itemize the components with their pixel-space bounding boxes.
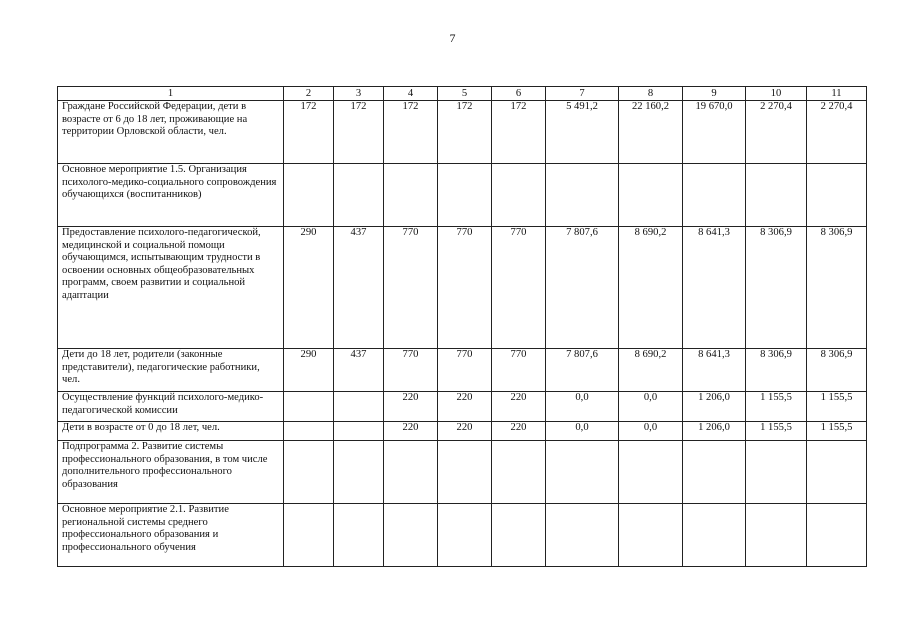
value-cell: 0,0: [619, 392, 683, 422]
value-cell: [384, 504, 438, 567]
header-cell: 3: [334, 87, 384, 101]
value-cell: [546, 504, 619, 567]
value-cell: 770: [438, 349, 492, 392]
value-cell: 770: [492, 227, 546, 349]
value-cell: 172: [384, 101, 438, 164]
row-name-cell: Граждане Российской Федерации, дети в возрасте от 6 до 18 лет, проживающие на территории Орловской области, чел.: [58, 101, 284, 164]
header-cell: 5: [438, 87, 492, 101]
value-cell: 0,0: [546, 422, 619, 441]
value-cell: [619, 441, 683, 504]
header-cell: 2: [284, 87, 334, 101]
value-cell: [492, 164, 546, 227]
value-cell: 172: [284, 101, 334, 164]
value-cell: [546, 164, 619, 227]
value-cell: 220: [438, 392, 492, 422]
value-cell: [492, 504, 546, 567]
value-cell: 19 670,0: [683, 101, 746, 164]
value-cell: [683, 164, 746, 227]
header-cell: 8: [619, 87, 683, 101]
value-cell: 22 160,2: [619, 101, 683, 164]
value-cell: 770: [384, 349, 438, 392]
value-cell: 290: [284, 349, 334, 392]
value-cell: [384, 441, 438, 504]
value-cell: 8 690,2: [619, 227, 683, 349]
value-cell: [492, 441, 546, 504]
value-cell: [334, 422, 384, 441]
value-cell: [384, 164, 438, 227]
row-name-cell: Дети до 18 лет, родители (законные представители), педагогические работники, чел.: [58, 349, 284, 392]
value-cell: 1 206,0: [683, 422, 746, 441]
value-cell: 220: [384, 422, 438, 441]
value-cell: 220: [492, 392, 546, 422]
value-cell: 290: [284, 227, 334, 349]
table-row: [58, 422, 867, 441]
value-cell: [284, 164, 334, 227]
value-cell: [619, 504, 683, 567]
value-cell: [807, 441, 867, 504]
value-cell: 8 306,9: [807, 227, 867, 349]
value-cell: 220: [438, 422, 492, 441]
value-cell: 1 155,5: [807, 422, 867, 441]
value-cell: [334, 504, 384, 567]
value-cell: [438, 441, 492, 504]
header-cell: 1: [58, 87, 284, 101]
value-cell: [807, 504, 867, 567]
value-cell: [746, 164, 807, 227]
value-cell: 1 206,0: [683, 392, 746, 422]
row-name-cell: Дети в возрасте от 0 до 18 лет, чел.: [58, 422, 284, 441]
value-cell: 8 306,9: [746, 227, 807, 349]
header-cell: 7: [546, 87, 619, 101]
row-name-cell: Подпрограмма 2. Развитие системы профессионального образования, в том числе дополнительного профессионального образования: [58, 441, 284, 504]
row-name-cell: Основное мероприятие 1.5. Организация психолого-медико-социального сопровождения обучающихся (воспитанников): [58, 164, 284, 227]
value-cell: 8 306,9: [746, 349, 807, 392]
row-name-cell: Предоставление психолого-педагогической, медицинской и социальной помощи обучающимся, испытывающим трудности в освоении основных общеобразовательных программ, своем развитии и социальной адаптации: [58, 227, 284, 349]
value-cell: 770: [384, 227, 438, 349]
header-cell: 9: [683, 87, 746, 101]
row-name-cell: Осуществление функций психолого-медико-педагогической комиссии: [58, 392, 284, 422]
table-row: [58, 164, 867, 227]
value-cell: 172: [492, 101, 546, 164]
value-cell: 0,0: [619, 422, 683, 441]
value-cell: [746, 441, 807, 504]
value-cell: 1 155,5: [746, 422, 807, 441]
table-row: [58, 101, 867, 164]
value-cell: [683, 504, 746, 567]
table-row: [58, 504, 867, 567]
value-cell: [284, 504, 334, 567]
header-cell: 10: [746, 87, 807, 101]
value-cell: [746, 504, 807, 567]
value-cell: 8 306,9: [807, 349, 867, 392]
value-cell: [284, 422, 334, 441]
value-cell: [546, 441, 619, 504]
value-cell: [438, 164, 492, 227]
value-cell: 1 155,5: [746, 392, 807, 422]
value-cell: 8 641,3: [683, 349, 746, 392]
value-cell: [334, 164, 384, 227]
value-cell: 8 641,3: [683, 227, 746, 349]
value-cell: 437: [334, 227, 384, 349]
value-cell: [334, 441, 384, 504]
value-cell: 2 270,4: [807, 101, 867, 164]
table-row: [58, 392, 867, 422]
value-cell: 220: [492, 422, 546, 441]
page-number: 7: [449, 31, 456, 45]
table-row: [58, 227, 867, 349]
header-row: [58, 87, 867, 101]
value-cell: 770: [438, 227, 492, 349]
value-cell: 0,0: [546, 392, 619, 422]
value-cell: [284, 441, 334, 504]
value-cell: 7 807,6: [546, 227, 619, 349]
header-cell: 6: [492, 87, 546, 101]
value-cell: 5 491,2: [546, 101, 619, 164]
value-cell: 8 690,2: [619, 349, 683, 392]
value-cell: [683, 441, 746, 504]
value-cell: [284, 392, 334, 422]
value-cell: [334, 392, 384, 422]
data-table: [57, 86, 867, 567]
value-cell: [438, 504, 492, 567]
value-cell: 2 270,4: [746, 101, 807, 164]
row-name-cell: Основное мероприятие 2.1. Развитие региональной системы среднего профессионального образования и профессионального обучения: [58, 504, 284, 567]
value-cell: 7 807,6: [546, 349, 619, 392]
value-cell: 220: [384, 392, 438, 422]
header-cell: 4: [384, 87, 438, 101]
value-cell: 172: [334, 101, 384, 164]
header-cell: 11: [807, 87, 867, 101]
value-cell: 172: [438, 101, 492, 164]
table-row: [58, 441, 867, 504]
value-cell: 1 155,5: [807, 392, 867, 422]
table-row: [58, 349, 867, 392]
value-cell: 770: [492, 349, 546, 392]
value-cell: [619, 164, 683, 227]
value-cell: [807, 164, 867, 227]
value-cell: 437: [334, 349, 384, 392]
